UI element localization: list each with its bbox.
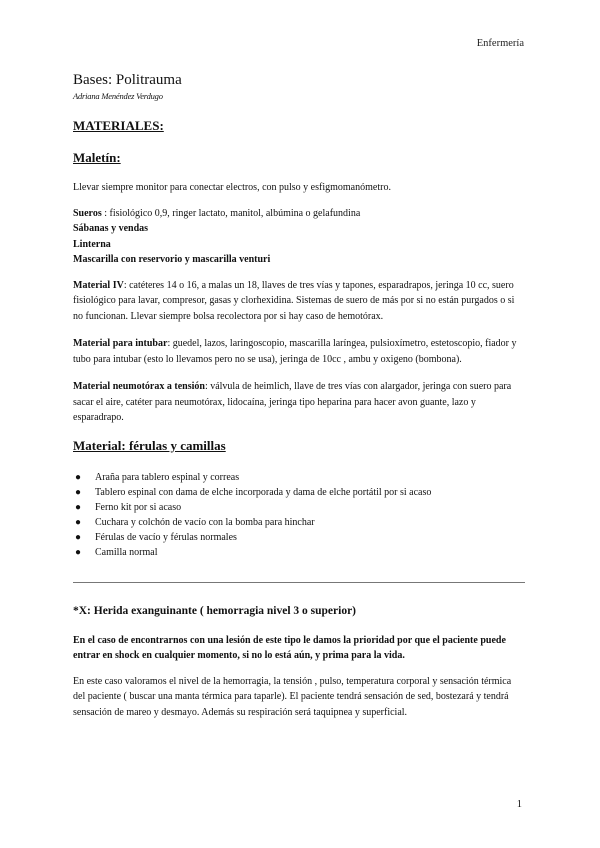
list-item-text: Araña para tablero espinal y correas [95,471,240,483]
bullet-icon: ● [75,471,82,483]
material-intubar-text: : guedel, lazos, laringoscopio, mascarilla laríngea, pulsioxímetro, estetoscopio, fiador y tubo para intubar (esto lo llevamos pero no se usa), jeringa de 10cc , ambu y oxigeno (bombona). [73,338,517,365]
page-number: 1 [516,799,522,810]
sueros-line [73,206,525,222]
list-item [73,515,525,530]
list-item [73,470,525,485]
list-item [73,500,525,515]
document-author: Adriana Menéndez Verdugo [73,91,163,101]
material-iv-paragraph [73,278,525,325]
ferulas-list [73,470,525,560]
material-iv-label: Material IV [73,279,124,291]
herida-heading: *X: Herida exanguinante ( hemorragia nivel 3 o superior) [73,604,357,617]
bullet-icon: ● [75,546,82,558]
bullet-icon: ● [75,531,82,543]
bullet-icon: ● [75,501,82,513]
linterna-line [73,237,525,253]
herida-body: En este caso valoramos el nivel de la hemorragia, la tensión , pulso, temperatura corporal y sensación térmica del paciente ( buscar una manta térmica para taparle). El paciente tendrá sensación de sed, bostezará y tendrá sensación de mareo y desmayo. Además su respiración será taquipnea y superficial. [73,675,512,718]
sueros-text: : fisiológico 0,9, ringer lactato, manitol, albúmina o gelafundina [101,207,361,219]
material-neumotorax-label: Material neumotórax a tensión [73,381,205,392]
sueros-label: Sueros [73,207,102,219]
mascarilla-text: Mascarilla con reservorio y mascarilla venturi [73,254,271,265]
materiales-heading: MATERIALES: [73,118,164,133]
material-iv-text: : catéteres 14 o 16, a malas un 18, llaves de tres vías y tapones, esparadrapos, jeringa 10 cc, suero fisiológico para lavar, compresor, gasas y clorhexidina. Sistemas de suero de más por si no están purgados o si no funcionan. Llevar siempre bolsa recolectora por si hay caso de hemotórax. [73,279,515,322]
list-item-text: Férulas de vacío y férulas normales [95,531,237,543]
maletin-heading: Maletín: [73,150,121,165]
running-header: Enfermería [476,38,524,49]
linterna-text: Linterna [73,238,111,250]
document-body [73,72,525,720]
document-title: Bases: Politrauma [73,72,182,88]
list-item-text: Ferno kit por si acaso [95,501,182,513]
list-item-text: Cuchara y colchón de vacío con la bomba para hinchar [95,516,315,528]
list-item-text: Tablero espinal con dama de elche incorporada y dama de elche portátil por si acaso [95,486,432,498]
ferulas-heading: Material: férulas y camillas [73,437,226,453]
list-item [73,485,525,500]
mascarilla-line [73,252,525,268]
maletin-intro: Llevar siempre monitor para conectar electros, con pulso y esfigmomanómetro. [73,182,391,193]
herida-bold-intro: En el caso de encontrarnos con una lesión de este tipo le damos la prioridad por que el paciente puede entrar en shock en cualquier momento, si no lo está aún, y prima para la vida. [73,634,506,661]
list-item [73,545,525,560]
material-intubar-paragraph [73,336,525,367]
material-neumotorax-paragraph [73,379,525,426]
bullet-icon: ● [75,516,82,528]
list-item-text: Camilla normal [95,546,158,558]
list-item [73,530,525,545]
material-neumotorax-text: : válvula de heimlich, llave de tres vías con alargador, jeringa con suero para sacar el aire, catéter para neumotórax, lidocaína, jeringa tipo heparina para hacer avon guante, lazo y esparadrapo. [73,381,512,423]
sabanas-text: Sábanas y vendas [73,223,149,234]
bullet-icon: ● [75,486,82,498]
material-intubar-label: Material para intubar [73,338,168,349]
sabanas-line [73,221,525,237]
